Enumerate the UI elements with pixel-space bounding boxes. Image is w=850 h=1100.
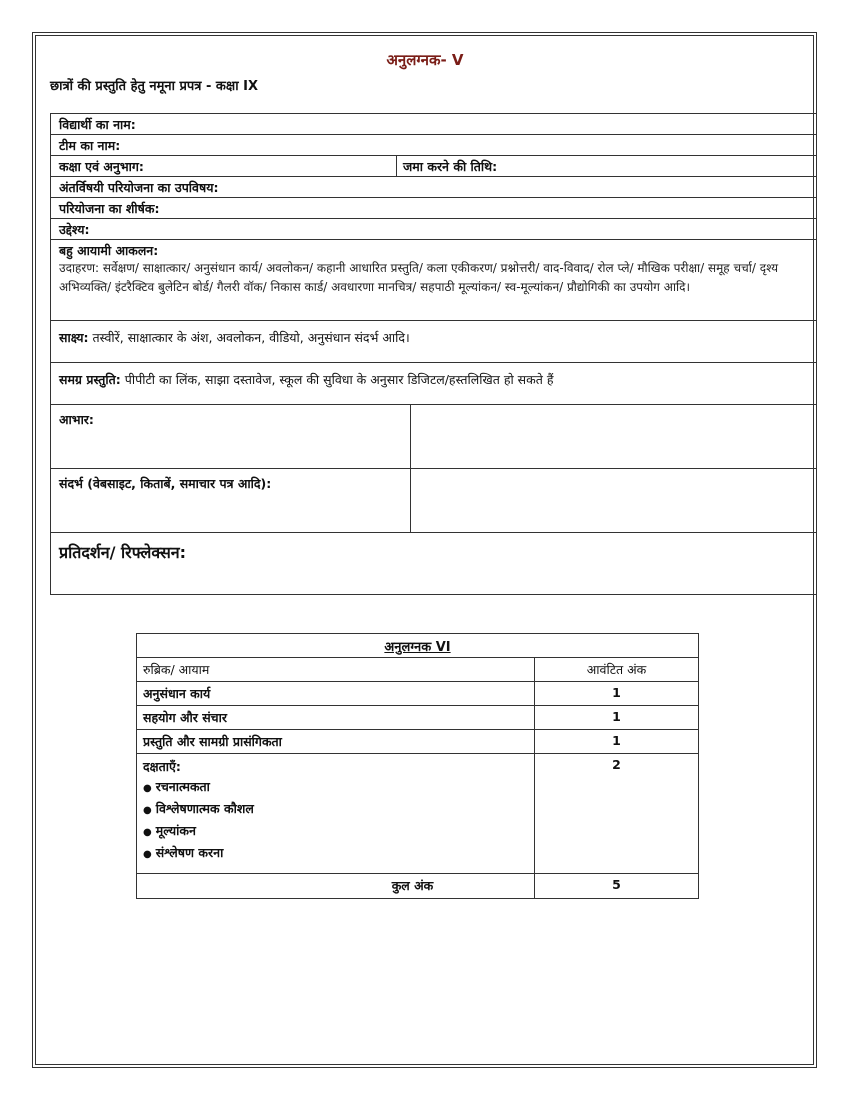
table-row [137, 682, 698, 706]
rubric-table [136, 633, 699, 899]
rubric-item-marks: 1 [612, 733, 621, 748]
overall-presentation-text: पीपीटी का लिंक, साझा दस्तावेज, स्कूल की सुविधा के अनुसार डिजिटल/हस्तलिखित हो सकते हैं [120, 372, 554, 387]
total-label: कुल अंक [137, 874, 535, 898]
acknowledgement-input-cell[interactable] [411, 405, 816, 468]
project-title-row[interactable] [51, 198, 816, 219]
total-marks: 5 [612, 877, 621, 892]
team-name-row[interactable] [51, 135, 816, 156]
col-rubric-header: रुब्रिक/ आयाम [137, 658, 535, 681]
evidence-text: तस्वीरें, साक्षात्कार के अंश, अवलोकन, वीडियो, अनुसंधान संदर्भ आदि। [88, 330, 410, 345]
submission-form [50, 113, 817, 595]
table-row [137, 730, 698, 754]
annex-title: अनुलग्नक- V [386, 51, 464, 69]
sub-theme-row[interactable] [51, 177, 816, 198]
acknowledgement-cell [51, 405, 411, 468]
list-item: ● मूल्यांकन [143, 821, 528, 843]
skills-cell [137, 754, 535, 873]
assessment-label: बहु आयामी आकलन: [59, 243, 159, 258]
rubric-item-label: प्रस्तुति और सामग्री प्रासंगिकता [137, 730, 535, 753]
skills-label: दक्षताएँ: [143, 759, 181, 774]
rubric-item-marks: 1 [612, 709, 621, 724]
list-item: ● विश्लेषणात्मक कौशल [143, 799, 528, 821]
table-row [137, 706, 698, 730]
references-input-cell[interactable] [411, 469, 816, 532]
evidence-label: साक्ष्य: [59, 330, 89, 345]
list-item: ● संश्लेषण करना [143, 843, 528, 865]
rubric-header-row [137, 658, 698, 682]
evidence-row[interactable] [51, 321, 816, 363]
class-section-cell[interactable] [51, 156, 397, 176]
skills-row [137, 754, 698, 874]
student-name-row[interactable] [51, 114, 816, 135]
student-name-label: विद्यार्थी का नाम: [59, 117, 136, 132]
skills-list [143, 777, 528, 865]
assessment-examples: उदाहरण: सर्वेक्षण/ साक्षात्कार/ अनुसंधान कार्य/ अवलोकन/ कहानी आधारित प्रस्तुति/ कला एकीकरण/ प्रश्नोत्तरी/ वाद-विवाद/ रोल प्ले/ मौखिक परीक्षा/ समूह चर्चा/ दृश्य अभिव्यक्ति/ इंटरैक्टिव बुलेटिन बोर्ड/ गैलरी वॉक/ निकास कार्ड/ अवधारणा मानचित्र/ सहपाठी मूल्यांकन/ स्व-मूल्यांकन/ प्रौद्योगिकी का उपयोग आदि। [59, 261, 779, 294]
rubric-item-label: सहयोग और संचार [137, 706, 535, 729]
list-item: ● रचनात्मकता [143, 777, 528, 799]
rubric-item-marks: 1 [612, 685, 621, 700]
objective-label: उद्देश्य: [59, 222, 90, 237]
references-row [51, 469, 816, 533]
objective-row[interactable] [51, 219, 816, 240]
team-name-label: टीम का नाम: [59, 138, 121, 153]
class-section-label: कक्षा एवं अनुभाग: [59, 159, 144, 174]
overall-presentation-row[interactable] [51, 363, 816, 405]
project-title-label: परियोजना का शीर्षक: [59, 201, 160, 216]
references-cell [51, 469, 411, 532]
references-label: संदर्भ (वेबसाइट, किताबें, समाचार पत्र आदि): [59, 476, 272, 491]
reflection-row[interactable] [51, 533, 816, 595]
skills-marks: 2 [612, 757, 621, 772]
rubric-item-label: अनुसंधान कार्य [137, 682, 535, 705]
submission-date-cell[interactable] [397, 156, 816, 176]
acknowledgement-row [51, 405, 816, 469]
overall-presentation-label: समग्र प्रस्तुति: [59, 372, 121, 387]
rubric-title: अनुलग्नक VI [137, 634, 698, 658]
sub-theme-label: अंतर्विषयी परियोजना का उपविषय: [59, 180, 219, 195]
submission-date-label: जमा करने की तिथि: [403, 159, 498, 174]
col-marks-header: आवंटित अंक [586, 662, 647, 677]
form-subtitle: छात्रों की प्रस्तुति हेतु नमूना प्रपत्र - कक्षा IX [50, 79, 258, 94]
reflection-label: प्रतिदर्शन/ रिफ्लेक्सन: [59, 543, 187, 562]
acknowledgement-label: आभार: [59, 412, 94, 427]
total-row [137, 874, 698, 898]
assessment-row[interactable] [51, 240, 816, 321]
class-date-row [51, 156, 816, 177]
